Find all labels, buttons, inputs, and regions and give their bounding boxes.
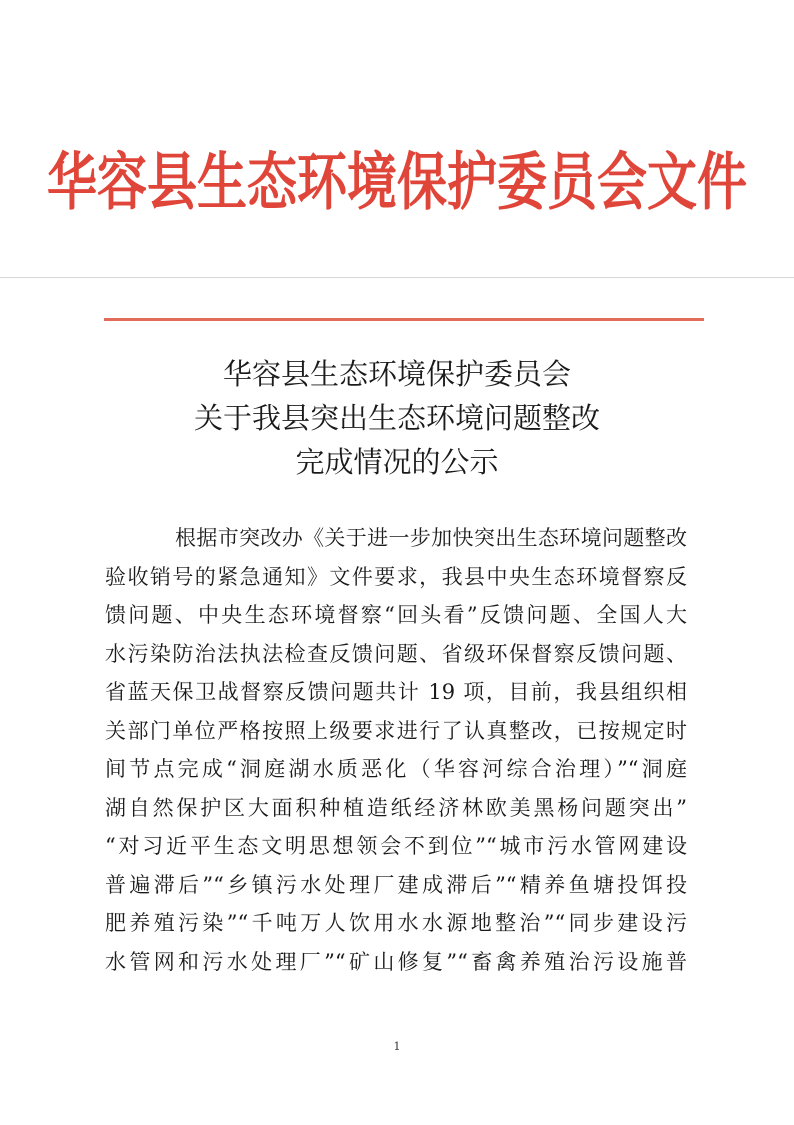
- body-line: 湖自然保护区大面积种植造纸经济林欧美黑杨问题突出”: [105, 795, 687, 820]
- page-number: 1: [393, 1040, 401, 1053]
- document-header-title: 华容县生态环境保护委员会文件: [47, 144, 747, 219]
- notice-title-line-2: 关于我县突出生态环境问题整改: [193, 401, 600, 435]
- body-line: 验收销号的紧急通知》文件要求，我县中央生态环境督察反: [105, 564, 687, 589]
- body-line: 水污染防治法执法检查反馈问题、省级环保督察反馈问题、: [105, 641, 687, 666]
- notice-title: [0, 352, 794, 484]
- red-separator-rule: [104, 318, 704, 321]
- notice-title-line-3: 完成情况的公示: [295, 445, 499, 479]
- scan-divider-line: [0, 277, 794, 278]
- body-line: 根据市突改办《关于进一步加快突出生态环境问题整改: [175, 526, 687, 550]
- body-line: 省蓝天保卫战督察反馈问题共计 19 项，目前，我县组织相: [105, 680, 687, 704]
- body-line: 馈问题、中央生态环境督察“回头看”反馈问题、全国人大: [105, 603, 687, 627]
- body-line: 肥养殖污染”“千吨万人饮用水水源地整治”“同步建设污: [105, 911, 687, 935]
- body-line: 关部门单位严格按照上级要求进行了认真整改，已按规定时: [105, 718, 687, 743]
- body-line: 水管网和污水处理厂”“矿山修复”“畜禽养殖治污设施普: [105, 949, 687, 974]
- body-line: 间节点完成“洞庭湖水质恶化（华容河综合治理）”“洞庭: [105, 757, 687, 781]
- notice-title-line-1: 华容县生态环境保护委员会: [222, 357, 571, 391]
- body-line: 普遍滞后”“乡镇污水处理厂建成滞后”“精养鱼塘投饵投: [105, 872, 687, 897]
- body-line: “对习近平生态文明思想领会不到位”“城市污水管网建设: [105, 834, 687, 858]
- notice-body: [105, 519, 687, 981]
